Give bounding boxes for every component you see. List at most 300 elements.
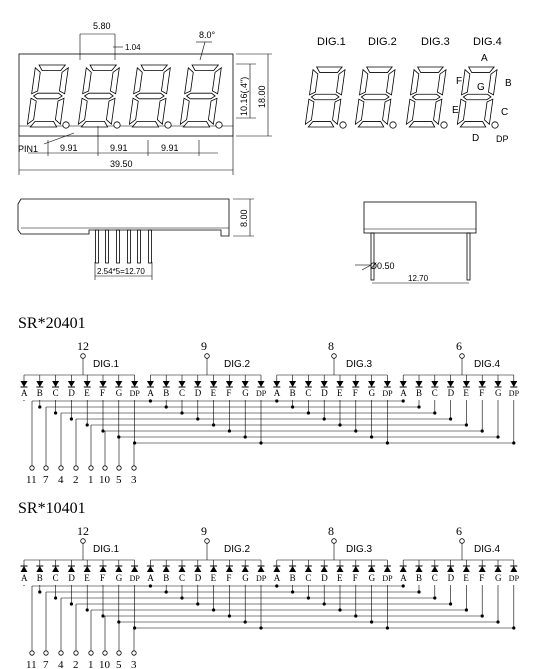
led-diode: [115, 381, 122, 387]
led-diode: [447, 381, 454, 387]
digit-pin-number-1: 12: [77, 339, 89, 353]
digit-label-1: DIG.1: [93, 359, 120, 370]
led-diode: [431, 566, 438, 572]
segment-d: [409, 122, 434, 127]
segment-g: [463, 94, 491, 99]
map-digit-1: [305, 67, 346, 128]
segment-d: [81, 121, 107, 127]
segment-g: [361, 94, 389, 99]
segment-label: C: [179, 573, 186, 583]
segment-pin: [132, 651, 136, 655]
side-pin-3: [117, 230, 120, 263]
segment-label: E: [337, 573, 343, 583]
segment-a: [317, 67, 342, 72]
segment-pin-number: 2: [73, 474, 79, 486]
segment-pin-number: 1: [88, 474, 94, 486]
segment-label: D: [321, 388, 328, 398]
segment-pin: [59, 466, 63, 470]
digit-pin-number-3: 8: [328, 339, 334, 353]
segment-dp: [390, 122, 396, 128]
front-digit-4: [180, 65, 222, 128]
led-diode: [416, 566, 423, 572]
segment-f: [185, 68, 194, 94]
front-view: [18, 21, 272, 175]
segment-label: B: [36, 573, 43, 583]
segment-label: A: [273, 388, 281, 398]
front-digits: [27, 65, 222, 128]
segment-e: [305, 99, 314, 124]
segment-label: B: [163, 388, 170, 398]
digit-pin-number-4: 6: [456, 339, 462, 353]
segment-label: A: [400, 573, 407, 583]
segment-map: [305, 36, 512, 144]
led-diode: [84, 381, 91, 387]
segment-pin: [44, 466, 48, 470]
map-dig3-label: DIG.3: [421, 36, 450, 48]
led-diode: [68, 566, 75, 572]
segment-e: [27, 98, 36, 124]
front-digit-1: [27, 65, 69, 128]
led-diode: [400, 566, 407, 572]
end-pin-left: [371, 233, 374, 280]
led-diode: [163, 381, 170, 387]
segment-pin: [30, 651, 34, 655]
map-digit-2: [355, 67, 396, 128]
seg-label-b: B: [505, 78, 512, 89]
led-diode: [210, 381, 217, 387]
segment-a: [418, 67, 443, 72]
map-dig4-label: DIG.4: [473, 36, 502, 48]
side-pin-6: [149, 230, 152, 263]
segment-b: [488, 70, 497, 95]
led-diode: [337, 381, 344, 387]
segment-f: [134, 68, 143, 94]
segment-pin-number: 5: [116, 659, 122, 669]
digit-label-4: DIG.4: [474, 359, 501, 370]
segment-label: A: [21, 573, 28, 583]
led-diode: [384, 566, 391, 572]
segment-b: [212, 68, 221, 94]
led-diode: [305, 566, 312, 572]
segment-c: [55, 98, 64, 124]
led-diode: [52, 381, 59, 387]
led-diode: [194, 566, 201, 572]
seg-label-dp: DP: [496, 134, 509, 144]
led-diode: [479, 381, 486, 387]
segment-label: G: [368, 388, 376, 398]
side-body-outline: [18, 199, 229, 236]
led-diode: [68, 381, 75, 387]
segment-b: [110, 68, 119, 94]
led-diode: [242, 566, 249, 572]
segment-label: C: [52, 388, 59, 398]
segment-label: DP: [256, 389, 267, 398]
led-diode: [289, 566, 296, 572]
led-diode: [447, 566, 454, 572]
segment-label: D: [194, 573, 202, 583]
dim-pitch-1: 9.91: [60, 143, 78, 153]
segment-label: D: [68, 573, 75, 583]
led-diode: [289, 381, 296, 387]
segment-a: [141, 65, 167, 71]
led-diode: [463, 381, 470, 387]
end-body-outline: [364, 202, 476, 233]
dim-digit-height: 10.16(.4"): [239, 76, 249, 116]
segment-e: [355, 99, 364, 124]
led-diode: [131, 381, 138, 387]
digit-pin-number-2: 9: [201, 339, 207, 353]
led-diode: [242, 381, 249, 387]
front-digit-3: [129, 65, 171, 128]
segment-a: [90, 65, 116, 71]
segment-label: DP: [256, 574, 267, 583]
dim-height: 18.00: [257, 85, 267, 108]
segment-label: D: [68, 388, 75, 398]
segment-pin-number: 10: [99, 474, 110, 486]
segment-b: [386, 70, 395, 95]
segment-dp: [63, 122, 69, 128]
segment-pin: [89, 466, 93, 470]
segment-pin: [132, 466, 136, 470]
led-diode: [273, 381, 280, 387]
led-diode: [147, 566, 154, 572]
led-diode: [115, 566, 122, 572]
segment-pin-number: 11: [26, 474, 37, 486]
side-dim-height: 8.00: [239, 209, 249, 227]
led-diode: [400, 381, 407, 387]
map-digit-3: [406, 67, 447, 128]
led-diode: [495, 566, 502, 572]
segment-label: F: [352, 573, 358, 583]
segment-f: [462, 70, 470, 95]
led-diode: [258, 566, 265, 572]
digit-pin-number-1: 12: [77, 524, 89, 538]
schematic-common-cathode: [18, 315, 520, 486]
segment-label: E: [84, 573, 90, 583]
led-diode: [495, 381, 502, 387]
map-digit-4: [457, 67, 498, 128]
digit-label-2: DIG.2: [224, 359, 251, 370]
segment-label: A: [400, 388, 407, 398]
segment-e: [406, 99, 415, 124]
segment-label: DP: [382, 574, 393, 583]
segment-pin-number: 11: [26, 659, 37, 669]
segment-dp: [114, 122, 120, 128]
seg-label-g: G: [477, 82, 485, 93]
segment-d: [308, 122, 333, 127]
segment-b: [161, 68, 170, 94]
segment-label: DP: [508, 389, 520, 398]
led-diode: [463, 566, 470, 572]
led-diode: [21, 381, 28, 387]
led-diode: [258, 381, 265, 387]
segment-pin-number: 4: [58, 474, 64, 486]
map-dig2-label: DIG.2: [368, 36, 397, 48]
pin1-label: PIN1: [18, 144, 39, 154]
segment-pin: [103, 651, 107, 655]
segment-pin: [74, 466, 78, 470]
led-diode: [21, 566, 28, 572]
segment-label: C: [431, 388, 438, 398]
side-view: [18, 199, 254, 280]
led-diode: [337, 566, 344, 572]
led-diode: [368, 566, 375, 572]
segment-c: [333, 99, 341, 124]
segment-label: B: [416, 388, 423, 398]
segment-pin: [117, 466, 121, 470]
dim-pitch-3: 9.91: [161, 143, 179, 153]
segment-label: G: [115, 388, 123, 398]
led-diode: [210, 566, 217, 572]
segment-d: [30, 121, 56, 127]
segment-pin: [89, 651, 93, 655]
segment-label: F: [479, 573, 485, 583]
led-diode: [321, 566, 328, 572]
digit-pin-4: [460, 539, 465, 544]
digit-label-1: DIG.1: [93, 544, 120, 555]
digit-pin-1: [81, 539, 86, 544]
side-pin-2: [106, 230, 109, 263]
segment-pin-number: 3: [131, 474, 137, 486]
segment-label: DP: [129, 389, 140, 398]
segment-label: F: [100, 573, 106, 583]
led-diode: [52, 566, 59, 572]
led-diode: [510, 566, 517, 572]
digit-pin-2: [205, 539, 210, 544]
segment-label: DP: [129, 574, 140, 583]
segment-c: [434, 99, 442, 124]
led-diode: [431, 381, 438, 387]
segment-label: A: [147, 388, 154, 398]
digit-pin-4: [460, 354, 465, 359]
side-pin-1: [96, 230, 99, 263]
segment-pin-number: 4: [58, 659, 64, 669]
segment-pin: [117, 651, 121, 655]
led-diode: [226, 381, 233, 387]
segment-label: B: [163, 573, 170, 583]
digit-pin-number-4: 6: [456, 524, 462, 538]
side-dim-pin-spacing: 2.54*5=12.70: [97, 267, 145, 276]
led-diode: [163, 566, 170, 572]
seg-label-c: C: [501, 107, 509, 118]
segment-label: B: [289, 388, 296, 398]
segment-pin: [44, 651, 48, 655]
segment-g: [136, 93, 165, 99]
segment-f: [83, 68, 92, 94]
segment-label: E: [337, 388, 343, 398]
segment-label: E: [463, 388, 469, 398]
digit-pin-number-3: 8: [328, 524, 334, 538]
segment-label: F: [226, 388, 232, 398]
led-diode: [479, 566, 486, 572]
segment-pin: [103, 466, 107, 470]
segment-c: [157, 98, 166, 124]
seg-label-a: A: [481, 53, 488, 64]
dim-seg-gap: 1.04: [125, 43, 141, 52]
digit-pin-2: [205, 354, 210, 359]
front-digit-2: [78, 65, 120, 128]
segment-pin-number: 1: [88, 659, 94, 669]
segment-label: B: [416, 573, 423, 583]
schematic1-title: SR*20401: [18, 315, 86, 332]
segment-g: [34, 93, 63, 99]
seg-label-e: E: [452, 105, 459, 116]
led-diode: [416, 381, 423, 387]
segment-a: [192, 65, 218, 71]
segment-c: [383, 99, 391, 124]
digit-label-3: DIG.3: [346, 544, 373, 555]
led-diode: [384, 381, 391, 387]
segment-label: D: [447, 573, 455, 583]
digit-label-2: DIG.2: [224, 544, 251, 555]
segment-dp: [216, 122, 222, 128]
segment-label: D: [194, 388, 202, 398]
segment-pin-number: 3: [131, 659, 137, 669]
segment-dp: [165, 122, 171, 128]
segment-pin-number: 2: [73, 659, 79, 669]
segment-a: [469, 67, 494, 72]
segment-label: G: [242, 573, 249, 583]
map-dig1-label: DIG.1: [317, 36, 346, 48]
segment-d: [358, 122, 383, 127]
segment-d: [183, 121, 209, 127]
dim-total-width: 39.50: [110, 159, 133, 169]
segment-g: [85, 93, 114, 99]
led-diode: [100, 566, 107, 572]
segment-label: E: [210, 388, 217, 398]
segment-label: C: [431, 573, 438, 583]
segment-label: A: [21, 388, 28, 398]
led-diode: [321, 381, 328, 387]
dim-pitch-2: 9.91: [110, 143, 128, 153]
segment-pin-number: 7: [43, 474, 49, 486]
segment-c: [208, 98, 217, 124]
segment-label: E: [210, 573, 217, 583]
dim-angle: 8.0°: [199, 30, 216, 40]
led-diode: [100, 381, 107, 387]
segment-pin-number: 5: [116, 474, 122, 486]
segment-dp: [340, 122, 346, 128]
segment-b: [336, 70, 345, 95]
segment-label: F: [226, 573, 232, 583]
segment-label: B: [36, 388, 43, 398]
segment-dp: [492, 122, 498, 128]
segment-label: G: [242, 388, 249, 398]
segment-b: [437, 70, 446, 95]
segment-label: G: [368, 573, 376, 583]
segment-label: C: [179, 388, 186, 398]
segment-f: [411, 70, 419, 95]
led-diode: [273, 566, 280, 572]
segment-c: [485, 99, 493, 124]
led-diode: [305, 381, 312, 387]
segment-a: [39, 65, 65, 71]
segment-label: F: [479, 388, 485, 398]
segment-label: A: [147, 573, 154, 583]
digit-pin-number-2: 9: [201, 524, 207, 538]
segment-label: D: [447, 388, 455, 398]
seg-label-d: D: [472, 133, 480, 144]
segment-f: [360, 70, 368, 95]
segment-label: C: [305, 388, 312, 398]
segment-label: F: [100, 388, 106, 398]
segment-label: C: [305, 573, 312, 583]
side-pin-4: [128, 230, 131, 263]
segment-b: [59, 68, 68, 94]
seg-label-f: F: [456, 76, 463, 87]
segment-label: E: [463, 573, 469, 583]
led-diode: [179, 381, 186, 387]
led-diode: [368, 381, 375, 387]
digit-pin-3: [332, 354, 337, 359]
led-diode: [179, 566, 186, 572]
dim-top-seg-width: 5.80: [93, 21, 111, 31]
digit-pin-1: [81, 354, 86, 359]
segment-dp: [441, 122, 447, 128]
segment-d: [460, 122, 485, 127]
segment-e: [180, 98, 189, 124]
end-dim-pin-diameter: Ø0.50: [370, 261, 395, 271]
led-diode: [352, 381, 359, 387]
segment-label: C: [52, 573, 59, 583]
segment-a: [367, 67, 392, 72]
led-diode: [147, 381, 154, 387]
end-dim-row-spacing: 12.70: [408, 274, 429, 283]
segment-pin: [59, 651, 63, 655]
digit-label-3: DIG.3: [346, 359, 373, 370]
segment-g: [412, 94, 440, 99]
led-diode: [510, 381, 517, 387]
segment-label: B: [289, 573, 296, 583]
segment-pin: [30, 466, 34, 470]
segment-c: [106, 98, 115, 124]
schematic2-title: SR*10401: [18, 500, 86, 517]
segment-pin: [74, 651, 78, 655]
segment-label: G: [115, 573, 123, 583]
segment-e: [78, 98, 87, 124]
segment-f: [310, 70, 318, 95]
segment-label: G: [495, 388, 502, 398]
segment-label: A: [273, 573, 281, 583]
segment-label: DP: [382, 389, 393, 398]
digit-pin-3: [332, 539, 337, 544]
segment-d: [132, 121, 158, 127]
end-pin-right: [467, 233, 470, 280]
segment-g: [311, 94, 339, 99]
led-diode: [194, 381, 201, 387]
schematic-common-anode: [18, 500, 520, 669]
segment-pin-number: 7: [43, 659, 49, 669]
side-pin-5: [138, 230, 141, 263]
segment-label: F: [352, 388, 358, 398]
led-diode: [352, 566, 359, 572]
led-diode: [36, 381, 43, 387]
segment-label: G: [495, 573, 502, 583]
segment-pin-number: 10: [99, 659, 110, 669]
segment-g: [187, 93, 216, 99]
led-diode: [84, 566, 91, 572]
segment-e: [129, 98, 138, 124]
segment-label: E: [84, 388, 90, 398]
led-diode: [226, 566, 233, 572]
digit-label-4: DIG.4: [474, 544, 501, 555]
end-view: [355, 202, 476, 283]
led-diode: [131, 566, 138, 572]
segment-label: DP: [508, 574, 520, 583]
led-diode: [36, 566, 43, 572]
segment-f: [32, 68, 41, 94]
segment-label: D: [321, 573, 328, 583]
